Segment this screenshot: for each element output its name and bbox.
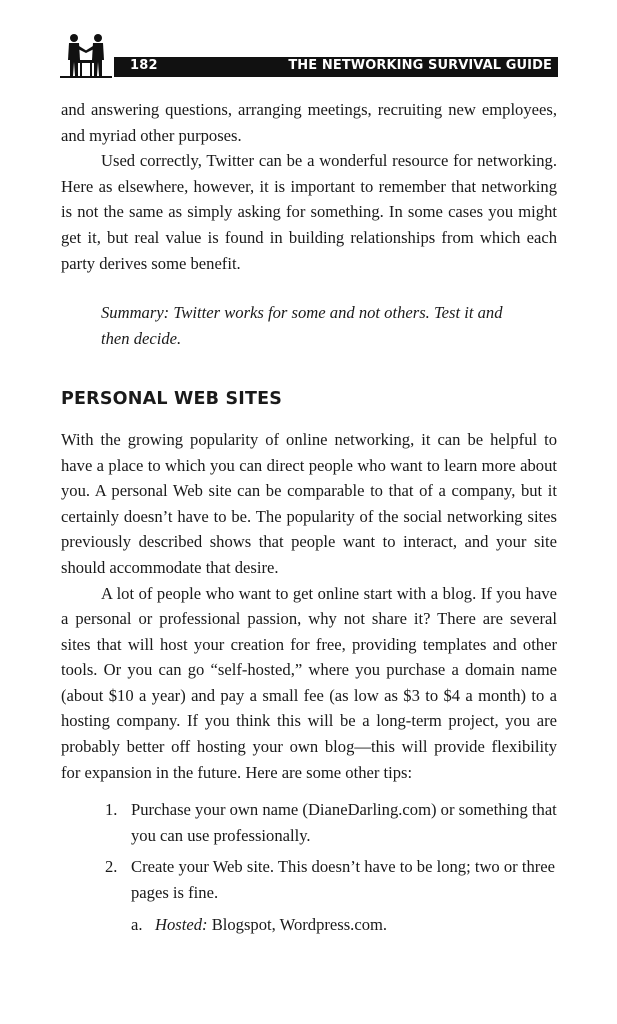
paragraph: With the growing popularity of online networking, it can be helpful to have a place to which you can direct people who want to learn more about you. A personal Web site can be comparable to that of a company, but it certainly doesn’t have to be. The popularity of the social networking sites previously described shows that people want to interact, and your site should accommodate that desire. xyxy=(61,429,557,577)
paragraph: A lot of people who want to get online start with a blog. If you have a personal or professional passion, why not share it? There are several sites that will host your creation for free, providing templates and other tools. Or you can go “self-hosted,” where you purchase a domain name (about $10 a year) and pay a small fee (as low as $3 to $4 a month) to a hosting company. If you think this will be a long-term project, you are probably better off hosting your own blog—this will provide flexibility for expansion in the future. Here are some other tips: xyxy=(61,583,557,782)
sub-list-item xyxy=(61,912,557,938)
sub-item-text: Blogspot, Wordpress.com. xyxy=(207,914,388,934)
sub-item-label: a. xyxy=(131,914,143,934)
sub-item-term: Hosted: xyxy=(155,914,208,934)
list-item xyxy=(61,854,557,905)
paragraph: Used correctly, Twitter can be a wonderful resource for networking. Here as elsewhere, however, it is important to remember that networking is not the same as simply asking for something. In some cases you might get it, but real value is found in building relationships from which each party derives some benefit. xyxy=(61,151,557,273)
page-number: 182 xyxy=(130,58,158,73)
summary-note: Summary: Twitter works for some and not others. Test it and then decide. xyxy=(101,303,503,348)
list-item-text: Purchase your own name (DianeDarling.com) or something that you can use professionally. xyxy=(131,800,557,845)
section-heading: PERSONAL WEB SITES xyxy=(61,389,283,410)
tips-list xyxy=(61,797,557,905)
list-item xyxy=(61,797,557,848)
handshake-logo-icon xyxy=(60,30,112,80)
list-item-text: Create your Web site. This doesn’t have to be long; two or three pages is fine. xyxy=(131,857,556,903)
paragraph: and answering questions, arranging meetings, recruiting new employees, and myriad other purposes. xyxy=(61,100,557,145)
page-header xyxy=(60,30,558,80)
page-body xyxy=(61,97,557,937)
running-head: THE NETWORKING SURVIVAL GUIDE xyxy=(288,58,552,73)
list-number: 1. xyxy=(105,800,118,820)
list-number: 2. xyxy=(105,857,118,877)
